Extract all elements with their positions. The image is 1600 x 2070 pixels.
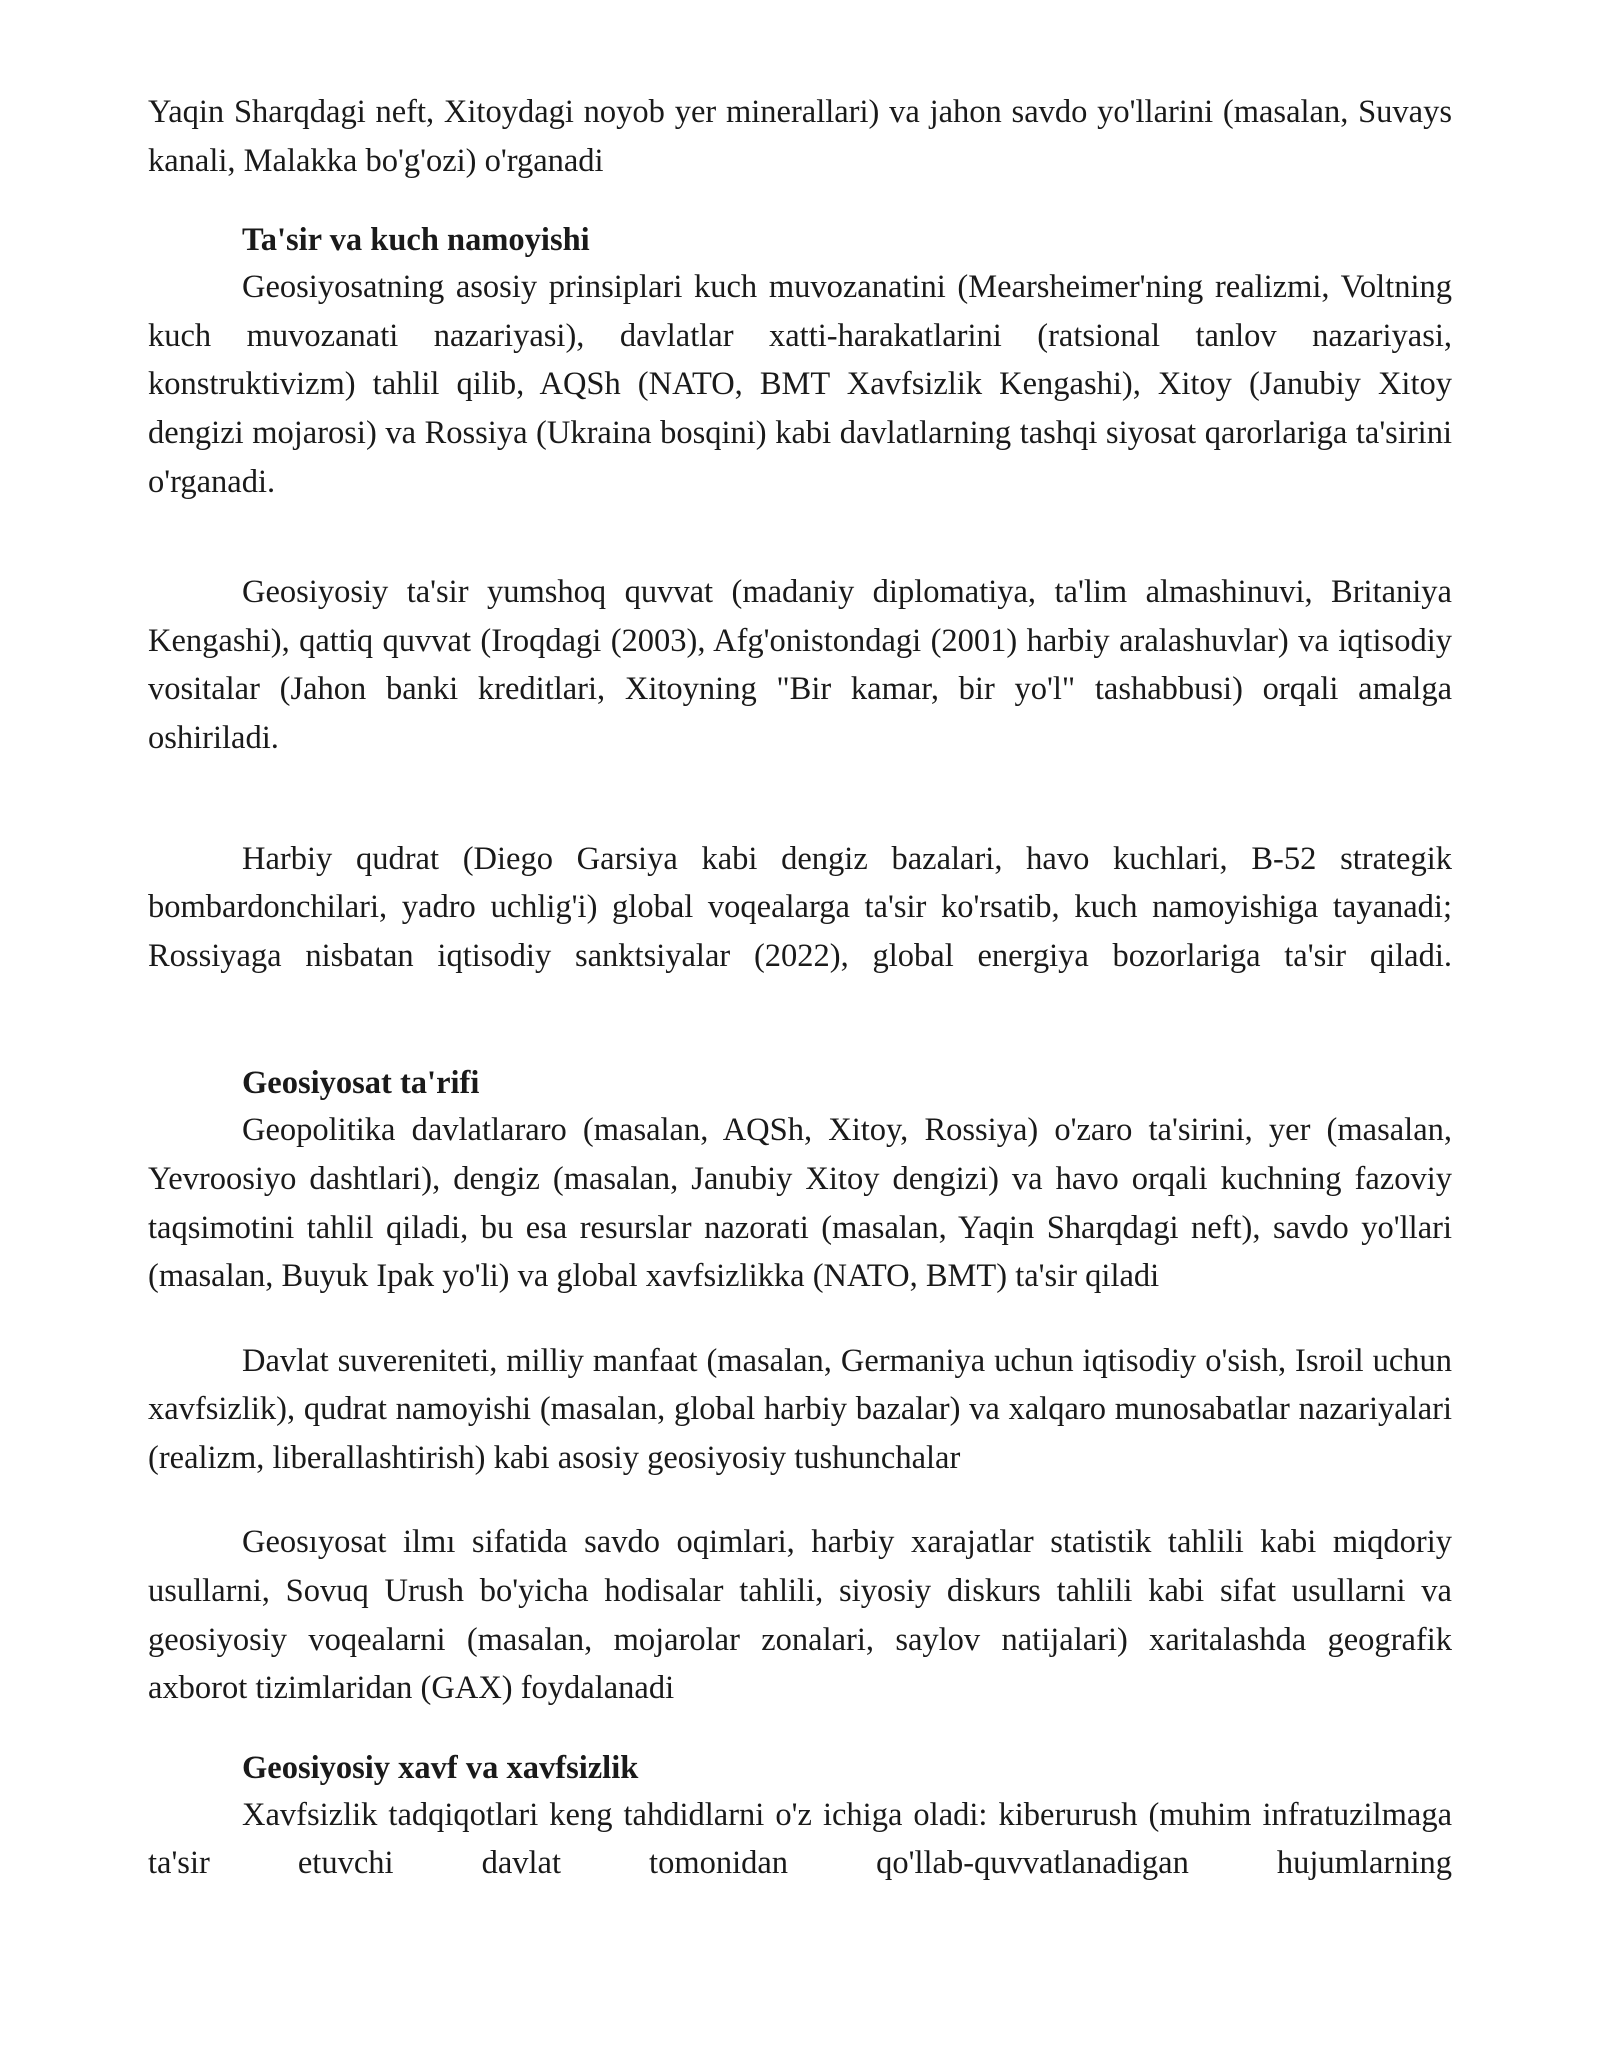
paragraph-influence-3: Harbiy qudrat (Diego Garsiya kabi dengiz bazalari, havo kuchlari, B-52 strategik bombardonchilari, yadro uchlig'i) global voqealarga ta'sir ko'rsatib, kuch namoyishiga tayanadi; Rossiyaga nisbatan iqtisodiy sanktsiyalar (2022), global energiya bozorlariga ta'sir qiladi.	[148, 840, 1452, 974]
paragraph-influence-2: Geosiyosiy ta'sir yumshoq quvvat (madaniy diplomatiya, ta'lim almashinuvi, Britaniya Kengashi), qattiq quvvat (Iroqdagi (2003), Afg'onistondagi (2001) harbiy aralashuvlar) va iqtisodiy vositalar (Jahon banki kreditlari, Xitoyning "Bir kamar, bir yo'l" tashabbusi) orqali amalga oshiriladi.	[148, 574, 1452, 756]
paragraph-influence-1: Geosiyosatning asosiy prinsiplari kuch muvozanatini (Mearsheimer'ning realizmi, Voltning kuch muvozanati nazariyasi), davlatlar xatti-harakatlarini (ratsional tanlov nazariyasi, konstruktivizm) tahlil qilib, AQSh (NATO, BMT Xavfsizlik Kengashi), Xitoy (Janubiy Xitoy dengizi mojarosi) va Rossiya (Ukraina bosqini) kabi davlatlarning tashqi siyosat qarorlariga ta'sirini o'rganadi.	[148, 269, 1452, 500]
paragraph-definition-1: Geopolitika davlatlararo (masalan, AQSh, Xitoy, Rossiya) o'zaro ta'sirini, yer (masalan, Yevroosiyo dashtlari), dengiz (masalan, Janubiy Xitoy dengizi) va havo orqali kuchning fazoviy taqsimotini tahlil qiladi, bu esa resurslar nazorati (masalan, Yaqin Sharqdagi neft), savdo yo'llari (masalan, Buyuk Ipak yo'li) va global xavfsizlikka (NATO, BMT) ta'sir qiladi	[148, 1112, 1452, 1295]
section-heading-security: Geosiyosiy xavf va xavfsizlik	[242, 1749, 639, 1786]
paragraph-definition-3: Geosıyosat ilmı sifatida savdo oqimlari, harbiy xarajatlar statistik tahlili kabi miqdoriy usullarni, Sovuq Urush bo'yicha hodisalar tahlili, siyosiy diskurs tahlili kabi sifat usullarni va geosiyosiy voqealarni (masalan, mojarolar zonalari, saylov natijalari) xaritalashda geografik axborot tizimlaridan (GAX) foydalanadi	[148, 1524, 1452, 1707]
spacer	[148, 506, 1452, 568]
spacer	[148, 980, 1452, 1060]
paragraph-definition-2: Davlat suvereniteti, milliy manfaat (masalan, Germaniya uchun iqtisodiy o'sish, Isroil uchun xavfsizlik), qudrat namoyishi (masalan, global harbiy bazalar) va xalqaro munosabatlar nazariyalari (realizm, liberallashtirish) kabi asosiy geosiyosiy tushunchalar	[148, 1342, 1452, 1476]
spacer	[148, 1301, 1452, 1337]
spacer	[148, 1482, 1452, 1518]
section-heading-definition: Geosiyosat ta'rifi	[242, 1065, 480, 1102]
spacer	[148, 1713, 1452, 1745]
paragraph-security-1: Xavfsizlik tadqiqotlari keng tahdidlarni o'z ichiga oladi: kiberurush (muhim infratuzilmaga ta'sir etuvchi davlat tomonidan qo'llab-quvvatlanadigan hujumlarning	[148, 1796, 1452, 1882]
document-page	[148, 88, 1452, 1888]
spacer	[148, 763, 1452, 835]
paragraph-intro: Yaqin Sharqdagi neft, Xitoydagi noyob yer minerallari) va jahon savdo yo'llarini (masalan, Suvays kanali, Malakka bo'g'ozi) o'rganadi	[148, 94, 1452, 179]
section-heading-influence: Ta'sir va kuch namoyishi	[242, 222, 590, 259]
spacer	[148, 185, 1452, 217]
